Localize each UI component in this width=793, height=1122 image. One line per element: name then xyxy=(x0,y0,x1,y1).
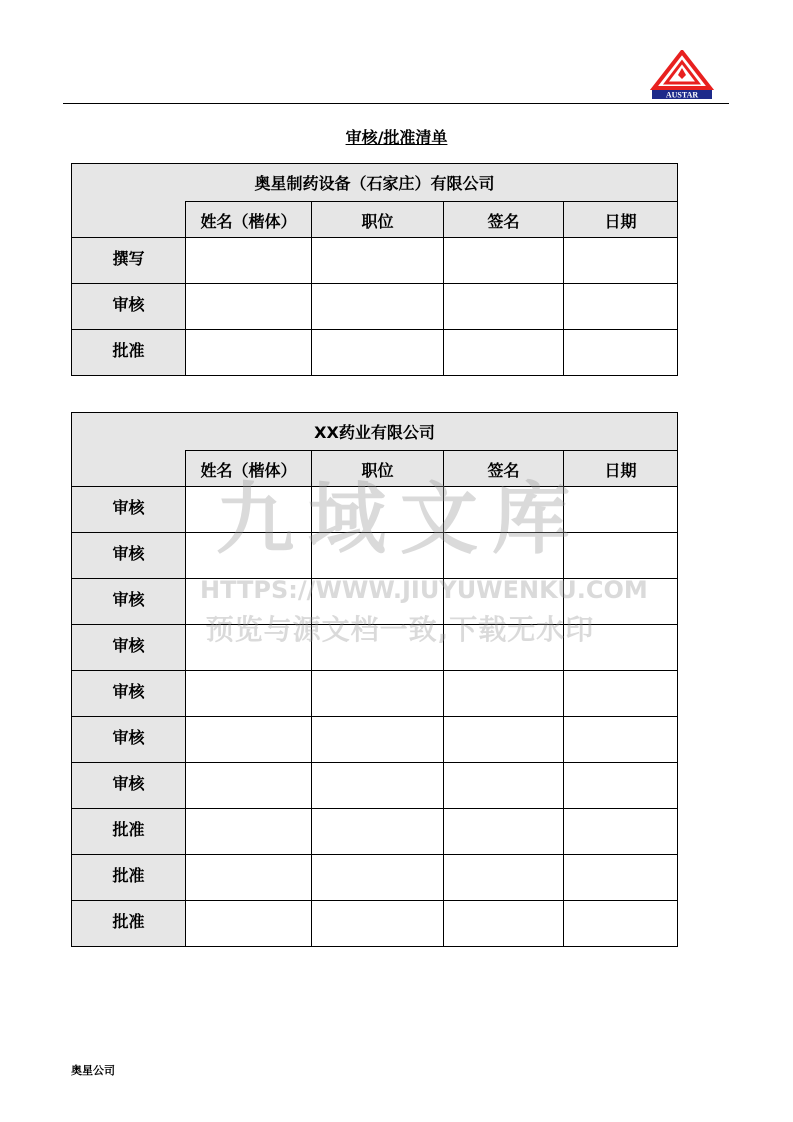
date-cell[interactable] xyxy=(564,901,678,947)
table-row xyxy=(72,284,678,330)
signature-cell[interactable] xyxy=(444,671,564,717)
table-row xyxy=(72,855,678,901)
position-cell[interactable] xyxy=(312,238,444,284)
row-role: 审核 xyxy=(72,487,186,533)
position-cell[interactable] xyxy=(312,579,444,625)
row-role: 审核 xyxy=(72,671,186,717)
date-cell[interactable] xyxy=(564,809,678,855)
table-xx-pharma xyxy=(71,412,678,947)
name-cell[interactable] xyxy=(186,901,312,947)
name-cell[interactable] xyxy=(186,487,312,533)
table-row xyxy=(72,238,678,284)
table-austar xyxy=(71,163,678,376)
company-name: 奥星制药设备（石家庄）有限公司 xyxy=(72,164,678,201)
position-cell[interactable] xyxy=(312,625,444,671)
signature-cell[interactable] xyxy=(444,487,564,533)
date-cell[interactable] xyxy=(564,330,678,376)
row-role: 审核 xyxy=(72,533,186,579)
row-role: 审核 xyxy=(72,625,186,671)
signature-cell[interactable] xyxy=(444,901,564,947)
signature-cell[interactable] xyxy=(444,855,564,901)
signature-cell[interactable] xyxy=(444,809,564,855)
austar-logo xyxy=(648,50,716,100)
position-cell[interactable] xyxy=(312,533,444,579)
row-role: 批准 xyxy=(72,330,186,376)
name-cell[interactable] xyxy=(186,855,312,901)
date-cell[interactable] xyxy=(564,855,678,901)
row-role: 批准 xyxy=(72,809,186,855)
column-header: 日期 xyxy=(564,201,678,238)
date-cell[interactable] xyxy=(564,238,678,284)
date-cell[interactable] xyxy=(564,763,678,809)
date-cell[interactable] xyxy=(564,487,678,533)
name-cell[interactable] xyxy=(186,330,312,376)
name-cell[interactable] xyxy=(186,671,312,717)
date-cell[interactable] xyxy=(564,671,678,717)
position-cell[interactable] xyxy=(312,671,444,717)
table-row xyxy=(72,579,678,625)
name-cell[interactable] xyxy=(186,238,312,284)
name-cell[interactable] xyxy=(186,763,312,809)
column-header: 签名 xyxy=(444,450,564,487)
position-cell[interactable] xyxy=(312,284,444,330)
column-header: 签名 xyxy=(444,201,564,238)
column-header: 日期 xyxy=(564,450,678,487)
row-role: 审核 xyxy=(72,717,186,763)
page-title: 审核/批准清单 xyxy=(345,128,448,147)
name-cell[interactable] xyxy=(186,579,312,625)
column-header: 职位 xyxy=(312,201,444,238)
company-name: XX药业有限公司 xyxy=(72,413,678,450)
position-cell[interactable] xyxy=(312,809,444,855)
corner-cell xyxy=(72,450,186,487)
signature-cell[interactable] xyxy=(444,763,564,809)
position-cell[interactable] xyxy=(312,330,444,376)
row-role: 审核 xyxy=(72,284,186,330)
column-header: 姓名（楷体） xyxy=(186,450,312,487)
signature-cell[interactable] xyxy=(444,330,564,376)
row-role: 撰写 xyxy=(72,238,186,284)
row-role: 审核 xyxy=(72,579,186,625)
table-row xyxy=(72,533,678,579)
signature-cell[interactable] xyxy=(444,625,564,671)
date-cell[interactable] xyxy=(564,625,678,671)
signature-cell[interactable] xyxy=(444,238,564,284)
name-cell[interactable] xyxy=(186,809,312,855)
table-row xyxy=(72,901,678,947)
signature-cell[interactable] xyxy=(444,533,564,579)
position-cell[interactable] xyxy=(312,855,444,901)
watermark-title: 九域文库 xyxy=(215,475,584,565)
name-cell[interactable] xyxy=(186,625,312,671)
svg-text:AUSTAR: AUSTAR xyxy=(665,90,699,100)
date-cell[interactable] xyxy=(564,284,678,330)
row-role: 批准 xyxy=(72,855,186,901)
position-cell[interactable] xyxy=(312,901,444,947)
header-rule xyxy=(63,103,729,104)
name-cell[interactable] xyxy=(186,717,312,763)
position-cell[interactable] xyxy=(312,487,444,533)
date-cell[interactable] xyxy=(564,533,678,579)
table-row xyxy=(72,671,678,717)
name-cell[interactable] xyxy=(186,533,312,579)
footer-company: 奥星公司 xyxy=(71,1064,115,1077)
date-cell[interactable] xyxy=(564,717,678,763)
table-row xyxy=(72,763,678,809)
row-role: 批准 xyxy=(72,901,186,947)
watermark-note: 预览与源文档一致,下载无水印 xyxy=(205,613,595,646)
signature-cell[interactable] xyxy=(444,284,564,330)
table-row xyxy=(72,330,678,376)
position-cell[interactable] xyxy=(312,763,444,809)
corner-cell xyxy=(72,201,186,238)
column-header: 职位 xyxy=(312,450,444,487)
table-row xyxy=(72,717,678,763)
name-cell[interactable] xyxy=(186,284,312,330)
signature-cell[interactable] xyxy=(444,717,564,763)
date-cell[interactable] xyxy=(564,579,678,625)
table-row xyxy=(72,809,678,855)
position-cell[interactable] xyxy=(312,717,444,763)
signature-cell[interactable] xyxy=(444,579,564,625)
column-header: 姓名（楷体） xyxy=(186,201,312,238)
watermark-url: HTTPS://WWW.JIUYUWENKU.COM xyxy=(200,576,648,604)
row-role: 审核 xyxy=(72,763,186,809)
table-row xyxy=(72,487,678,533)
table-row xyxy=(72,625,678,671)
